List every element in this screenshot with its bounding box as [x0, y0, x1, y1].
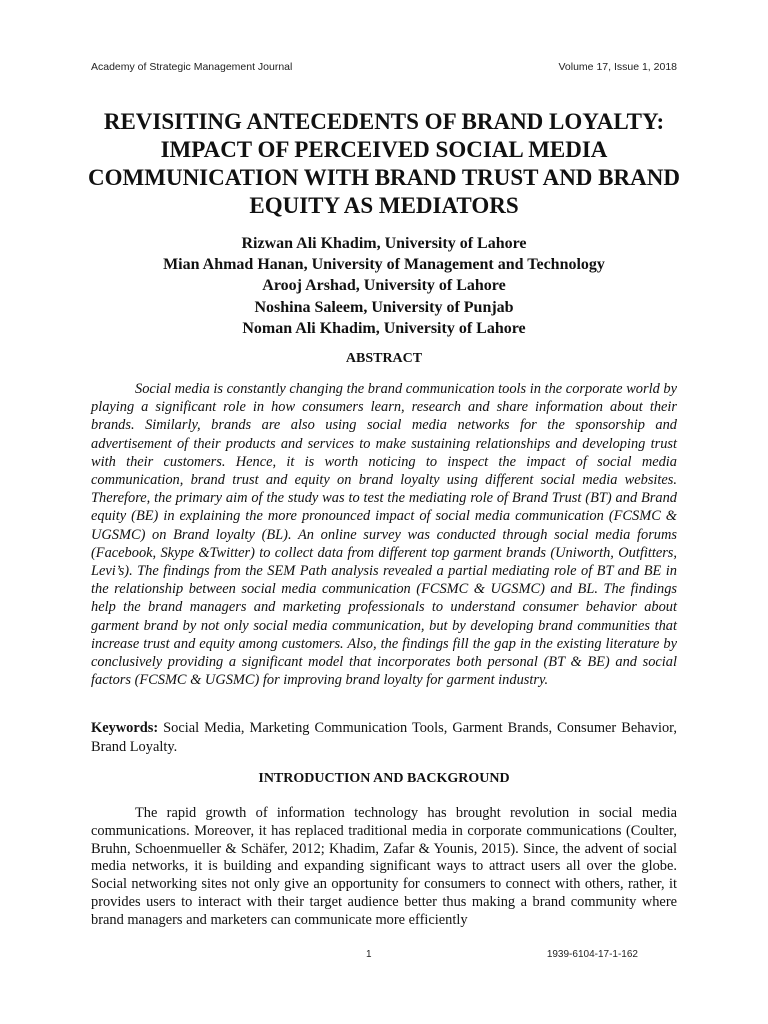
keywords-text: Social Media, Marketing Communication Tools, Garment Brands, Consumer Behavior, Brand Loyalty.	[91, 720, 677, 755]
author-affiliation: Mian Ahmad Hanan, University of Management and Technology	[163, 256, 605, 274]
keywords-label: Keywords:	[91, 720, 159, 736]
author-affiliation: Rizwan Ali Khadim, University of Lahore	[241, 235, 527, 252]
abstract-text: Social media is constantly changing the brand communication tools in the corporate world by playing a significant role in how consumers learn, research and share information about their brands. Similarly, brands are also using social media networks for the sponsorship and advertisement of their products and services to make sustaining relationships and developing trust with their customers. Hence, it is worth noticing to inspect the impact of social media communication, brand trust and equity on brand loyalty using different social media websites. Therefore, the primary aim of the study was to test the mediating role of Brand Trust (BT) and Brand equity (BE) in explaining the more pronounced impact of social media communication (FCSMC & UGSMC) on Brand loyalty (BL). An online survey was conducted through social media forums (Facebook, Skype &Twitter) to collect data from different top garment brands (Uniworth, Outfitters, Levi’s). The findings from the SEM Path analysis revealed a partial mediating role of BT and BE in the relationship between social media communication (FCSMC & UGSMC) and BL. The findings help the brand managers and marketing professionals to understand consumer behavior about garment brand by not only social media communication, but by developing brand communities that increase trust and equity among customers. Also, the findings fill the gap in the existing literature by conclusively providing a significant model that incorporates both personal (BT & BE) and social factors (FCSMC & UGSMC) for improving brand loyalty for garment industry.	[91, 381, 677, 689]
author-affiliation: Noshina Saleem, University of Punjab	[254, 298, 514, 316]
author-affiliation: Noman Ali Khadim, University of Lahore	[242, 319, 526, 337]
title-line: REVISITING ANTECEDENTS OF BRAND LOYALTY:	[103, 109, 665, 134]
page-number: 1	[366, 949, 372, 960]
author-affiliation: Arooj Arshad, University of Lahore	[262, 277, 506, 295]
running-header	[91, 61, 677, 77]
page-footer	[91, 949, 638, 965]
volume-issue: Volume 17, Issue 1, 2018	[558, 61, 677, 73]
paper-title	[60, 108, 708, 220]
title-line: EQUITY AS MEDIATORS	[249, 193, 519, 218]
document-id: 1939-6104-17-1-162	[546, 949, 638, 960]
introduction-heading: INTRODUCTION AND BACKGROUND	[258, 771, 510, 786]
title-line: COMMUNICATION WITH BRAND TRUST AND BRAND	[88, 165, 680, 190]
journal-name: Academy of Strategic Management Journal	[91, 61, 293, 73]
introduction-text: The rapid growth of information technology has brought revolution in social media communications. Moreover, it has replaced traditional media in corporate communications (Coulter, Bruhn, Schoenmueller & Schäfer, 2012; Khadim, Zafar & Younis, 2015). Since, the advent of social media networks, it is building and expanding significant ways to attract users all over the globe. Social networking sites not only give an opportunity for consumers to connect with others, rather, it provides users to interact with their target audience better thus making a brand community where brand managers and marketers can communicate more efficiently	[91, 805, 677, 928]
title-line: IMPACT OF PERCEIVED SOCIAL MEDIA	[160, 137, 608, 162]
author-list	[60, 233, 708, 339]
keywords	[91, 719, 677, 757]
abstract-heading: ABSTRACT	[345, 351, 423, 366]
